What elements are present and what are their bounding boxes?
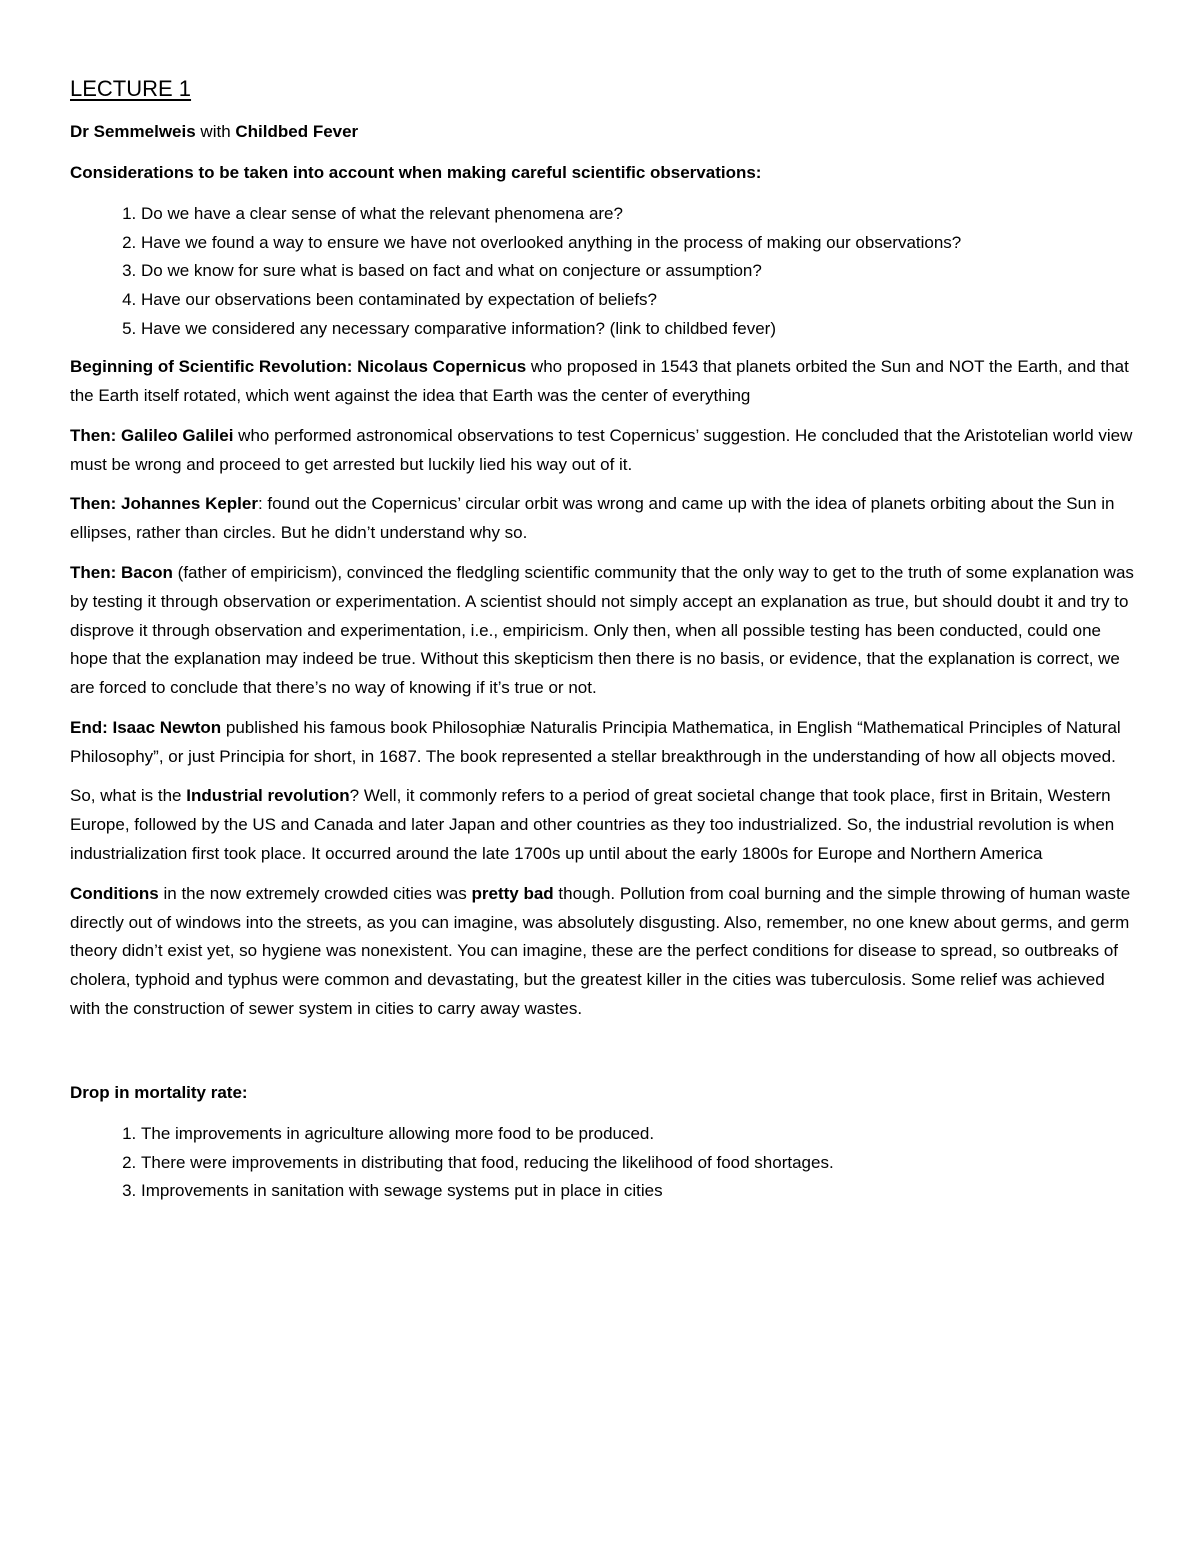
list-item: 2. There were improvements in distributing that food, reducing the likelihood of food shortages. <box>141 1149 1135 1178</box>
conditions-emphasis: pretty bad <box>471 883 554 903</box>
considerations-heading <box>70 159 1135 188</box>
copernicus-text: who proposed in 1543 that planets orbited the Sun and NOT the Earth, and that the Earth itself rotated, which went against the idea that Earth was the center of everything <box>70 357 1129 405</box>
industrial-text: ? Well, it commonly refers to a period of great societal change that took place, first in Britain, Western Europe, followed by the US and Canada and later Japan and other countries as they too industrialized. So, the industrial revolution is when industrialization first took place. It occurred around the late 1700s up until about the early 1800s for Europe and Northern America <box>70 786 1115 864</box>
mortality-heading <box>70 1079 1135 1108</box>
industrial-pre: So, what is the <box>70 786 187 806</box>
galileo-text: who performed astronomical observations to test Copernicus’ suggestion. He concluded that the Aristotelian world view must be wrong and proceed to get arrested but luckily lied his way out of it. <box>70 425 1133 474</box>
list-item: 3. Do we know for sure what is based on fact and what on conjecture or assumption? <box>141 257 1135 286</box>
list-item: 2. Have we found a way to ensure we have not overlooked anything in the process of making our observations? <box>141 229 1135 258</box>
mortality-list <box>70 1120 1135 1207</box>
galileo-heading: Then: Galileo Galilei <box>70 425 234 445</box>
bacon-heading: Then: Bacon <box>70 562 173 582</box>
newton-heading: End: Isaac Newton <box>70 717 222 737</box>
blank-line <box>70 1035 1135 1079</box>
conditions-heading: Conditions <box>70 883 159 903</box>
document-page <box>70 74 1135 1215</box>
list-item: 1. Do we have a clear sense of what the relevant phenomena are? <box>141 200 1135 229</box>
conditions-text-2: though. Pollution from coal burning and the simple throwing of human waste directly out of windows into the streets, as you can imagine, was absolutely disgusting. Also, remember, no one knew about germs, and germ theory didn’t exist yet, so hygiene was nonexistent. You can imagine, these are the perfect conditions for disease to spread, so outbreaks of cholera, typhoid and typhus were common and devastating, but the greatest killer in the cities was tuberculosis. Some relief was achieved with the construction of sewer system in cities to carry away wastes. <box>70 883 1131 1019</box>
mortality-heading-text: Drop in mortality rate: <box>70 1082 248 1102</box>
newton-text: published his famous book Philosophiæ Naturalis Principia Mathematica, in English “Mathematical Principles of Natural Philosophy”, or just Principia for short, in 1687. The book represented a stellar breakthrough in the understanding of how all objects moved. <box>70 717 1121 766</box>
industrial-heading: Industrial revolution <box>186 786 350 806</box>
kepler-heading: Then: Johannes Kepler <box>70 494 258 514</box>
considerations-heading-text: Considerations to be taken into account when making careful scientific observations: <box>70 162 762 182</box>
galileo-paragraph <box>70 422 1135 480</box>
newton-paragraph <box>70 714 1135 772</box>
intro-topic: Childbed Fever <box>235 122 359 141</box>
list-item: 4. Have our observations been contaminated by expectation of beliefs? <box>141 286 1135 315</box>
list-item: 3. Improvements in sanitation with sewage systems put in place in cities <box>141 1177 1135 1206</box>
bacon-text: (father of empiricism), convinced the fledgling scientific community that the only way to get to the truth of some explanation was by testing it through observation or experimentation. A scientist should not simply accept an explanation as true, but should doubt it and try to disprove it through observation and experimentation, i.e., empiricism. Only then, when all possible testing has been conducted, could one hope that the explanation may indeed be true. Without this skepticism then there is no basis, or evidence, that the explanation is correct, we are forced to conclude that there’s no way of knowing if it’s true or not. <box>70 562 1134 698</box>
conditions-text-1: in the now extremely crowded cities was <box>158 883 472 903</box>
considerations-list <box>70 200 1135 345</box>
copernicus-heading: Beginning of Scientific Revolution: Nicolaus Copernicus <box>70 357 527 377</box>
kepler-text: : found out the Copernicus’ circular orbit was wrong and came up with the idea of planets orbiting about the Sun in ellipses, rather than circles. But he didn’t understand why so. <box>70 494 1115 543</box>
bacon-paragraph <box>70 559 1135 703</box>
list-item: 1. The improvements in agriculture allowing more food to be produced. <box>141 1120 1135 1149</box>
industrial-paragraph <box>70 782 1135 868</box>
kepler-paragraph <box>70 490 1135 548</box>
intro-line <box>70 118 1135 147</box>
list-item: 5. Have we considered any necessary comparative information? (link to childbed fever) <box>141 315 1135 344</box>
copernicus-paragraph <box>70 353 1135 411</box>
intro-person: Dr Semmelweis <box>70 122 196 141</box>
conditions-paragraph <box>70 880 1135 1024</box>
intro-connector: with <box>195 122 236 141</box>
lecture-title: LECTURE 1 <box>70 76 192 101</box>
